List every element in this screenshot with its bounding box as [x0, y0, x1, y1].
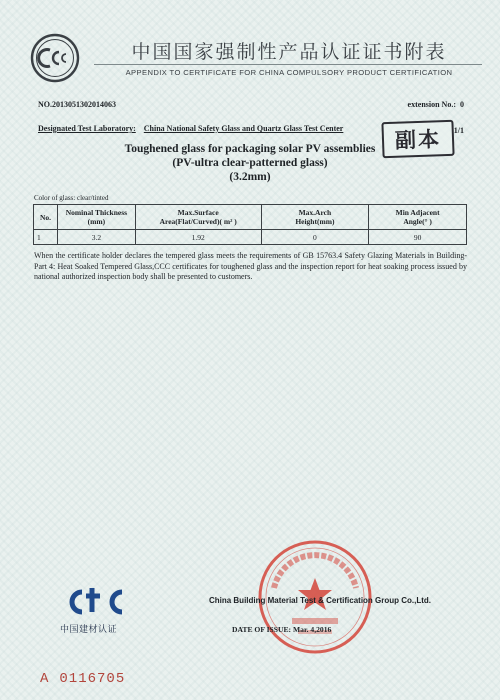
lab-name: China National Safety Glass and Quartz Glass Test Center — [143, 124, 344, 133]
lab-label: Designated Test Laboratory: — [38, 124, 136, 133]
issue-date-label: DATE OF ISSUE: — [232, 625, 292, 634]
cell-surface-area: 1.92 — [135, 230, 261, 245]
cell-no: 1 — [34, 230, 58, 245]
issue-date-value: Mar. 4,2016 — [292, 625, 332, 634]
cell-adjacent-angle: 90 — [369, 230, 467, 245]
ctc-logo — [62, 586, 132, 616]
header-arch-height: Max.Arch Height(mm) — [261, 205, 369, 230]
header-thickness: Nominal Thickness (mm) — [57, 205, 135, 230]
table-row — [34, 230, 467, 245]
table-header-row — [34, 205, 467, 230]
serial-number — [40, 671, 125, 687]
serial-value: 0116705 — [59, 671, 126, 687]
certificate-number: NO.2013051302014063 — [38, 100, 116, 109]
page-number: 1/1 — [453, 126, 464, 135]
header-no: No. — [34, 205, 58, 230]
extension-label: extension No.: — [407, 100, 456, 109]
issue-date — [232, 625, 331, 634]
copy-stamp: 副本 — [381, 120, 454, 158]
title-english: APPENDIX TO CERTIFICATE FOR CHINA COMPULSORY PRODUCT CERTIFICATION — [125, 68, 453, 77]
ccc-certification-logo — [30, 33, 80, 83]
header-surface-area: Max.Surface Area(Flat/Curved)( m² ) — [135, 205, 261, 230]
header-adjacent-angle: Min Adjacent Angle(° ) — [369, 205, 467, 230]
cell-thickness: 3.2 — [57, 230, 135, 245]
extension-value: 0 — [460, 100, 464, 109]
product-title — [60, 142, 440, 184]
conditions-paragraph: When the certificate holder declares the tempered glass meets the requirements of GB 15763.4 Safety Glazing Materials in Building-Part 4: Heat Soaked Tempered Glass,CCC certificates for toughened glass and the inspection report for heat soaking process issued by national authorized inspection body shall be presented to customers. — [34, 251, 467, 281]
title-divider — [94, 64, 482, 65]
product-line-3: (3.2mm) — [229, 171, 271, 183]
extension-number — [408, 100, 464, 109]
product-line-1: Toughened glass for packaging solar PV assemblies — [124, 143, 376, 155]
cell-arch-height: 0 — [261, 230, 369, 245]
title-chinese: 中国国家强制性产品认证证书附表 — [131, 41, 447, 63]
product-line-2: (PV-ultra clear-patterned glass) — [172, 157, 328, 169]
specification-table — [33, 204, 467, 245]
serial-prefix: A — [40, 671, 50, 687]
ctc-logo-text: 中国建材认证 — [60, 625, 118, 635]
certification-organization: China Building Material Test & Certification Group Co.,Ltd. — [208, 596, 432, 605]
test-laboratory — [38, 124, 343, 133]
glass-color: Color of glass: clear/tinted — [34, 194, 109, 202]
